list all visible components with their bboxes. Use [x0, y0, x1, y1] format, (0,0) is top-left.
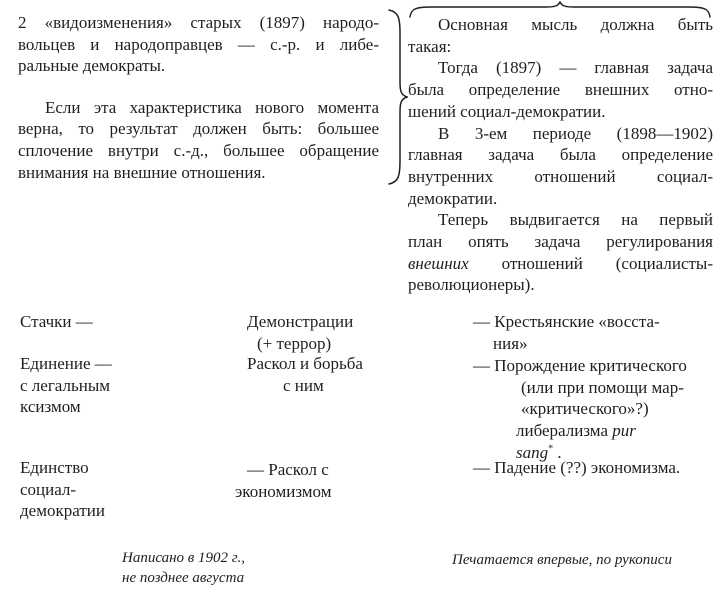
text-line: не позднее августа: [122, 569, 245, 586]
text-line: внимания на внешние отношения.: [18, 162, 266, 182]
text-line: Единство: [20, 458, 89, 477]
emphasized-word: sang: [516, 442, 549, 462]
text-line: «критического»?): [521, 399, 649, 419]
scheme-col2-row3: [235, 459, 415, 502]
text-line: Единение —: [20, 354, 112, 373]
text-line: Демонстрации: [247, 312, 354, 331]
text-line: ральные демократы.: [18, 56, 166, 76]
text-line: вольцев и народоправцев — с.-р. и либе-: [18, 34, 379, 54]
text-line: план опять задача регулирования: [408, 232, 713, 252]
text-line: ния»: [493, 333, 528, 353]
text-line: 2 «видоизменения» старых (1897) народо-: [18, 13, 379, 32]
text-segment: либерализма: [516, 421, 613, 441]
scheme-col3-row3: — Падение (??) экономизма.: [473, 458, 681, 477]
text-line: — Крестьянские «восста-: [473, 312, 660, 331]
text-line: Теперь выдвигается на первый: [438, 210, 713, 230]
text-line: сплочение внутри с.-д., большее обращение: [18, 141, 379, 161]
text-line: Раскол и борьба: [247, 354, 363, 373]
text-line: демократии: [20, 501, 105, 521]
text-line: экономизмом: [235, 481, 332, 501]
scheme-col3-row2: [473, 355, 718, 464]
text-line: (+ террор): [257, 333, 332, 353]
paragraph: [408, 57, 713, 122]
scheme-col1-row1: Стачки —: [20, 312, 93, 331]
scheme-col2-row2: [247, 353, 422, 396]
paragraph: [408, 123, 713, 210]
footnote-mark: *: [548, 443, 554, 455]
text-line: (или при помощи мар-: [521, 377, 684, 397]
written-date-note: [122, 549, 245, 588]
text-line: революционеры).: [408, 275, 535, 295]
text-line: — Раскол с: [247, 460, 329, 479]
text-line: внутренних отношений социал-: [408, 166, 713, 186]
text-line: демократии.: [408, 188, 498, 208]
text-line: верна, то результат должен быть: большее: [18, 119, 379, 139]
text-line: В 3-ем периоде (1898—1902): [438, 123, 713, 143]
right-note-block: [408, 14, 713, 296]
scheme-col3-row1: [473, 311, 718, 354]
publication-note: Печатается впервые, по рукописи: [452, 552, 672, 568]
text-line: социал-: [20, 479, 77, 499]
emphasized-word: внешних: [408, 253, 469, 273]
emphasized-word: pur: [612, 421, 636, 441]
text-line: с легальным: [20, 375, 111, 395]
paragraph: [408, 14, 713, 57]
scheme-col2-row1: [247, 311, 422, 354]
scheme-col1-row2: [20, 353, 230, 418]
paragraph: [18, 12, 379, 77]
text-line: Если эта характеристика нового момента: [45, 97, 379, 117]
text-line: с ним: [283, 375, 324, 395]
text-line: [473, 420, 718, 442]
text-segment: отношений (социалисты-: [468, 253, 713, 273]
text-segment: .: [553, 442, 562, 462]
text-line: Написано в 1902 г.,: [122, 550, 245, 566]
scheme-col1-row3: [20, 457, 230, 522]
text-line: Основная мысль должна быть: [438, 15, 713, 34]
text-line: была определение внешних отно-: [408, 80, 713, 100]
paragraph: [18, 97, 379, 184]
text-line: такая:: [408, 36, 452, 56]
right-curly-brace-icon: [386, 8, 408, 186]
text-line: ксизмом: [20, 397, 81, 417]
text-line: — Порождение критического: [473, 356, 687, 375]
paragraph: [408, 209, 713, 296]
text-line: главная задача была определение: [408, 145, 713, 165]
text-line: Тогда (1897) — главная задача: [438, 58, 713, 78]
text-line: шений социал-демократии.: [408, 101, 606, 121]
text-line: [408, 253, 713, 275]
left-note-block: [18, 12, 379, 183]
